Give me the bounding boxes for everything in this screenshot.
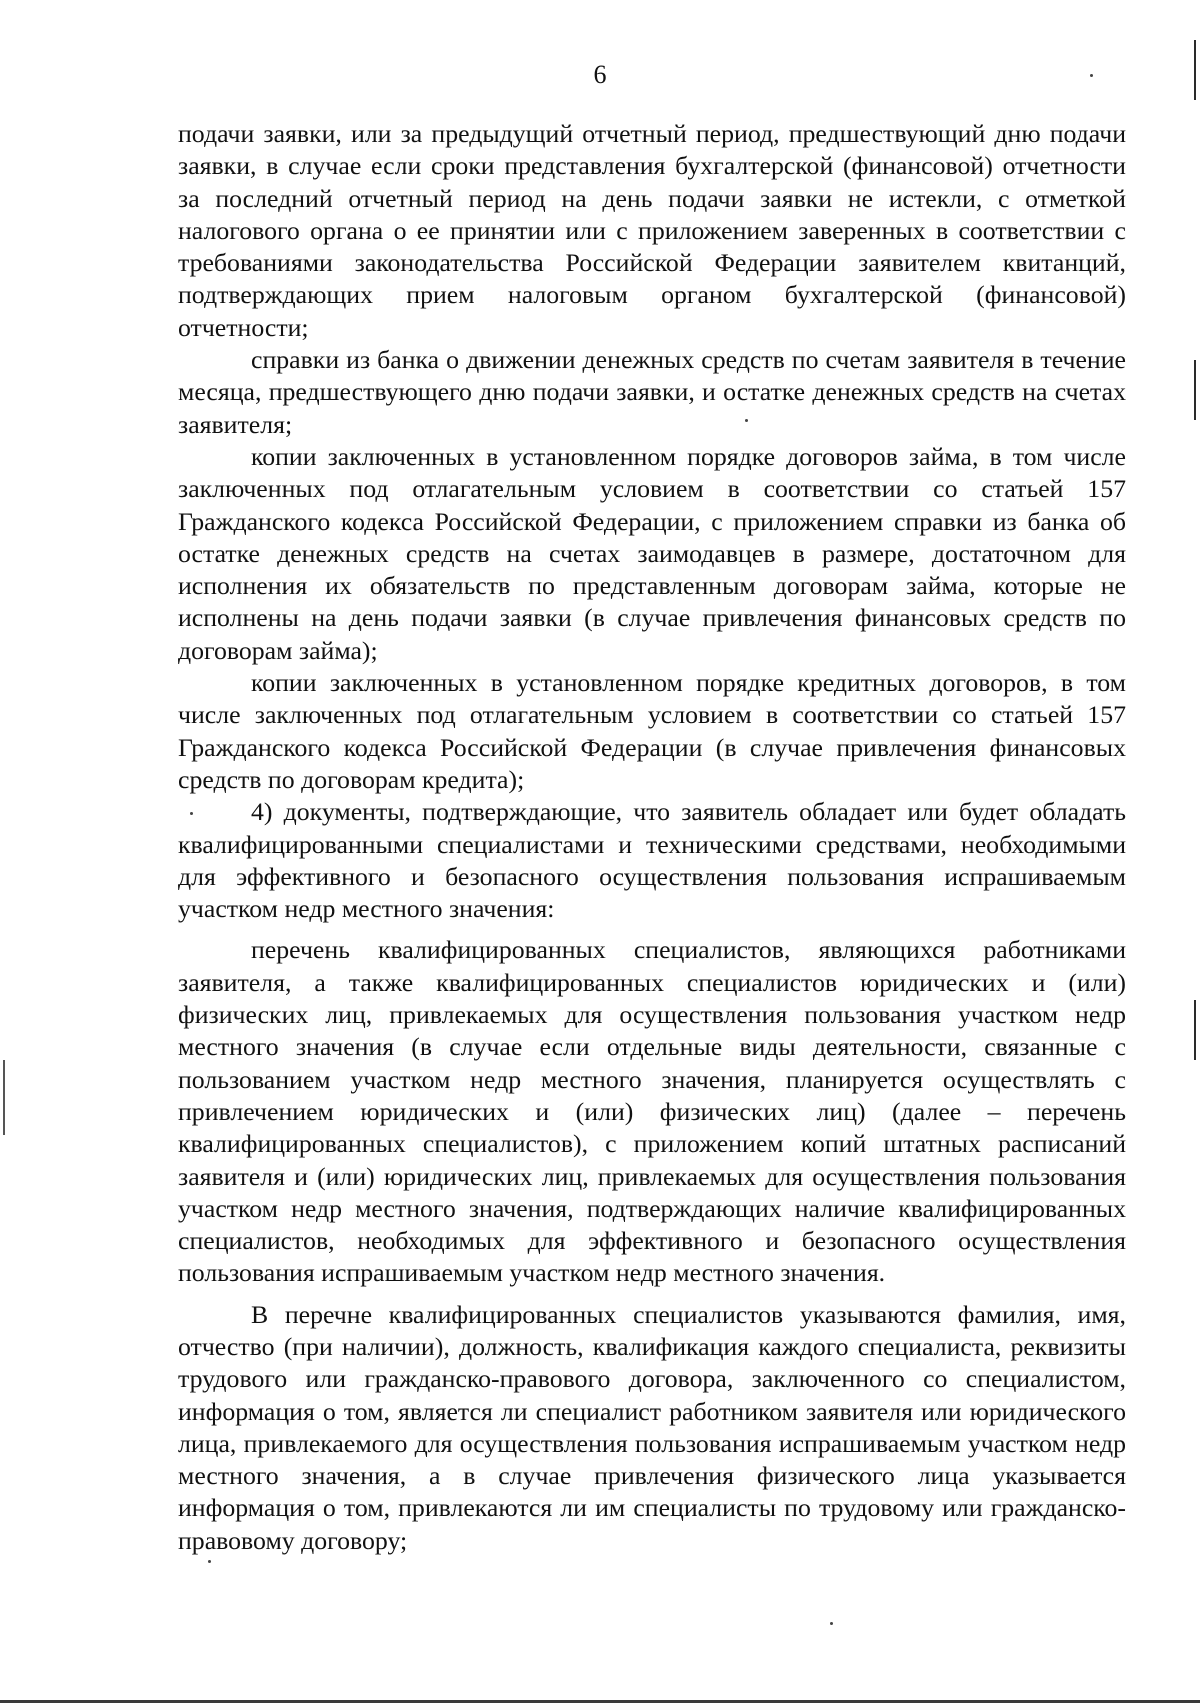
paragraph-loan-agreements: копии заключенных в установленном порядке договоров займа, в том числе заключенных под отлагательным условием в соответствии со статьей 157 Гражданского кодекса Российской Федерации, с приложением справки из банка об остатке денежных средств на счетах заимодавцев в размере, достаточном для исполнения их обязательств по представленным договорам займа, которые не исполнены на день подачи заявки (в случае привлечения финансовых средств по договорам займа);: [178, 441, 1126, 665]
paragraph-specialists-list: перечень квалифицированных специалистов, являющихся работниками заявителя, а также квалифицированных специалистов юридических и (или) физических лиц, привлекаемых для осуществления пользования участком недр местного значения (в случае если отдельные виды деятельности, связанные с пользованием участком недр местного значения, планируется осуществлять с привлечением юридических и (или) физических лиц) (далее – перечень квалифицированных специалистов), с приложением копий штатных расписаний заявителя и (или) юридических лиц, привлекаемых для осуществления пользования участком недр местного значения, подтверждающих наличие квалифицированных специалистов, необходимых для эффективного и безопасного осуществления пользования испрашиваемым участком недр местного значения.: [178, 935, 1126, 1288]
paragraph-item-4-qualified-specialists: 4) документы, подтверждающие, что заявитель обладает или будет обладать квалифицированными специалистами и техническими средствами, необходимыми для эффективного и безопасного осуществления пользования испрашиваемым участком недр местного значения:: [178, 797, 1126, 924]
scan-edge-mark: [1194, 1000, 1196, 1060]
scan-speck: [830, 1622, 833, 1625]
page-number: 6: [593, 60, 607, 89]
paragraph-specialists-list-contents: В перечне квалифицированных специалистов указываются фамилия, имя, отчество (при наличии), должность, квалификация каждого специалиста, реквизиты трудового или гражданско-правового договора, заключенного со специалистом, информация о том, является ли специалист работником заявителя или юридического лица, привлекаемого для осуществления пользования испрашиваемым участком недр местного значения, а в случае привлечения физического лица указывается информация о том, привлекаются ли им специалисты по трудовому или гражданско-правовому договору;: [178, 1299, 1126, 1555]
scan-edge-mark: [1194, 360, 1196, 420]
scan-edge-mark: [3, 1060, 5, 1135]
paragraph-bank-statements: справки из банка о движении денежных средств по счетам заявителя в течение месяца, предшествующего дню подачи заявки, и остатке денежных средств на счетах заявителя;: [178, 345, 1126, 439]
document-body: [178, 118, 1126, 1557]
scan-speck: [208, 1560, 211, 1563]
paragraph-credit-agreements: копии заключенных в установленном порядке кредитных договоров, в том числе заключенных под отлагательным условием в соответствии со статьей 157 Гражданского кодекса Российской Федерации (в случае привлечения финансовых средств по договорам кредита);: [178, 668, 1126, 794]
scan-edge-mark: [1194, 40, 1196, 100]
scan-speck: [190, 812, 193, 815]
paragraph-financial-statements: подачи заявки, или за предыдущий отчетный период, предшествующий дню подачи заявки, в случае если сроки представления бухгалтерской (финансовой) отчетности за последний отчетный период на день подачи заявки не истекли, с отметкой налогового органа о ее принятии или с приложением заверенных в соответствии с требованиями законодательства Российской Федерации заявителем квитанций, подтверждающих прием налоговым органом бухгалтерской (финансовой) отчетности;: [178, 119, 1126, 342]
scan-speck: [1090, 74, 1093, 77]
scan-speck: [745, 419, 748, 422]
